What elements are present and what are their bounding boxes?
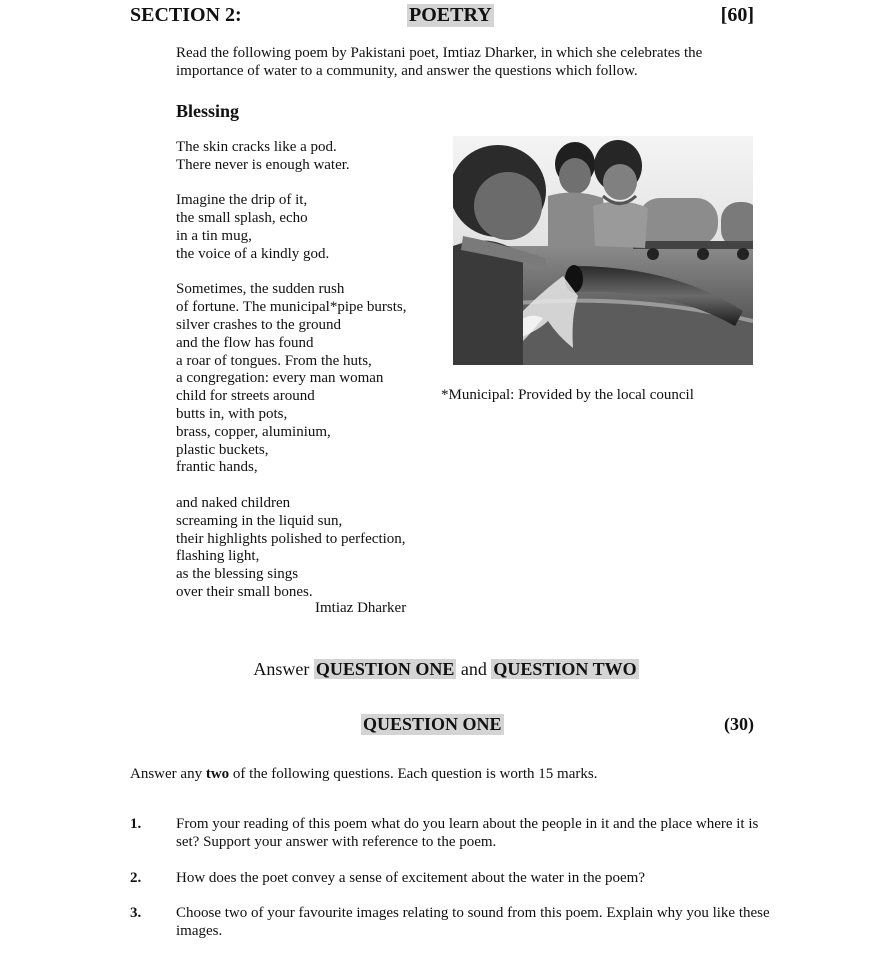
question-one-marks: (30): [724, 714, 754, 734]
poem-line: over their small bones.: [176, 583, 313, 600]
poet-name: Imtiaz Dharker: [315, 600, 407, 616]
poem-line: screaming in the liquid sun,: [176, 512, 343, 529]
poem-line: a congregation: every man woman: [176, 370, 384, 387]
stanza: [176, 495, 436, 602]
question-instruction: [130, 766, 597, 783]
poem-line: brass, copper, aluminium,: [176, 423, 331, 440]
instruction-text: of the following questions. Each question is worth 15 marks.: [229, 766, 598, 782]
children-drinking-photo: [453, 136, 753, 365]
answer-prefix: Answer: [253, 659, 314, 679]
poem-line: a roar of tongues. From the huts,: [176, 352, 372, 369]
question-item: [130, 905, 770, 940]
instruction-text: Answer any: [130, 766, 206, 782]
question-text: Choose two of your favourite images relating to sound from this poem. Explain why you like these images.: [176, 905, 770, 939]
poem-line: of fortune. The municipal*pipe bursts,: [176, 299, 407, 316]
poem-line: There never is enough water.: [176, 156, 350, 173]
question-number: 1.: [130, 816, 142, 832]
poem-line: frantic hands,: [176, 459, 258, 476]
question-text: From your reading of this poem what do you learn about the people in it and the place where it is set? Support your answer with reference to the poem.: [176, 816, 759, 850]
section-title: SECTION 2:: [130, 4, 242, 26]
section-marks: [60]: [720, 4, 754, 26]
poem-line: and naked children: [176, 494, 291, 511]
poem-line: the small splash, echo: [176, 210, 308, 227]
question-number: 3.: [130, 905, 142, 921]
poem-line: The skin cracks like a pod.: [176, 139, 337, 155]
intro-paragraph: Read the following poem by Pakistani poet, Imtiaz Dharker, in which she celebrates the importance of water to a community, and answer the questions which follow.: [176, 45, 703, 79]
poem-line: Sometimes, the sudden rush: [176, 281, 345, 298]
poem-line: Imagine the drip of it,: [176, 192, 308, 209]
answer-instruction: [0, 659, 892, 680]
poem-line: their highlights polished to perfection,: [176, 530, 406, 547]
poem-body: [176, 139, 436, 602]
poem-line: silver crashes to the ground: [176, 316, 341, 333]
poetry-heading: POETRY: [409, 4, 492, 26]
poem-line: butts in, with pots,: [176, 405, 288, 422]
question-two-label: QUESTION TWO: [493, 659, 637, 679]
poem-line: child for streets around: [176, 388, 315, 405]
poem-line: plastic buckets,: [176, 441, 269, 458]
stanza: [176, 281, 436, 477]
question-one-label: QUESTION ONE: [315, 659, 455, 679]
question-item: [130, 870, 770, 888]
municipal-footnote: *Municipal: Provided by the local council: [441, 387, 694, 403]
stanza: [176, 139, 436, 175]
poem-line: as the blessing sings: [176, 566, 299, 583]
poem-line: in a tin mug,: [176, 227, 252, 244]
poem-title: Blessing: [176, 101, 240, 121]
instruction-emphasis: two: [205, 766, 230, 782]
poem-line: the voice of a kindly god.: [176, 245, 330, 262]
question-item: [130, 816, 770, 851]
question-number: 2.: [130, 870, 142, 886]
poem-line: and the flow has found: [176, 334, 314, 351]
question-one-heading: QUESTION ONE: [363, 714, 502, 734]
question-text: How does the poet convey a sense of excitement about the water in the poem?: [176, 870, 646, 886]
answer-and: and: [456, 659, 492, 679]
stanza: [176, 192, 436, 263]
poem-line: flashing light,: [176, 548, 260, 565]
